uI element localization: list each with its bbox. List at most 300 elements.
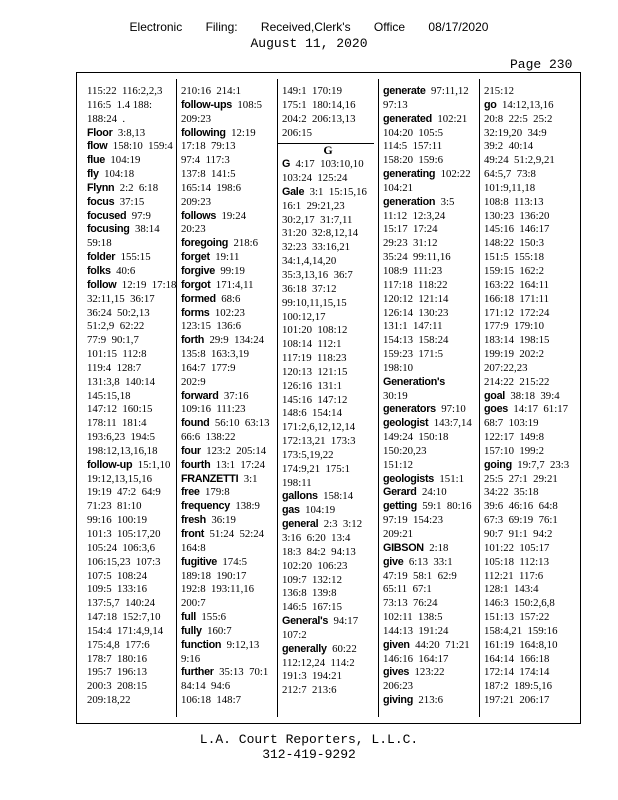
index-entry xyxy=(181,597,269,611)
index-word: forgot xyxy=(181,278,211,291)
index-entry xyxy=(181,85,269,99)
page-line-refs: 30:2,17 31:7,11 xyxy=(282,213,353,226)
page-line-refs: 207:22,23 xyxy=(484,361,528,374)
page-line-refs: 108:5 xyxy=(237,98,262,111)
index-entry xyxy=(383,583,472,597)
page-line-refs: 159:15 162:2 xyxy=(484,264,544,277)
page-line-refs: 15:17 17:24 xyxy=(383,223,438,236)
page-line-refs: 101:15 112:8 xyxy=(87,348,147,361)
index-entry xyxy=(87,611,176,625)
page-line-refs: 119:4 128:7 xyxy=(87,361,142,374)
index-entry xyxy=(282,574,374,588)
page-line-refs: 38:18 39:4 xyxy=(510,389,560,402)
index-entry xyxy=(181,403,269,417)
index-entry xyxy=(383,237,472,251)
index-entry xyxy=(383,445,472,459)
index-word: going xyxy=(484,458,512,471)
index-word: forward xyxy=(181,389,219,402)
page-line-refs: 138:9 xyxy=(235,500,260,513)
index-word: generating xyxy=(383,168,436,181)
page-line-refs: 34:22 35:18 xyxy=(484,486,539,499)
page-line-refs: 143:7,14 xyxy=(433,417,472,430)
index-entry xyxy=(383,127,472,141)
index-entry xyxy=(87,445,176,459)
page-line-refs: 122:17 149:8 xyxy=(484,431,544,444)
page-line-refs: 4:17 103:10,10 xyxy=(295,158,364,171)
page-line-refs: 195:7 196:13 xyxy=(87,666,147,679)
page-line-refs: 38:14 xyxy=(135,223,160,236)
index-entry xyxy=(87,431,176,445)
page-line-refs: 19:24 xyxy=(221,209,247,222)
index-entry xyxy=(282,227,374,241)
index-word: fugitive xyxy=(181,555,217,568)
index-entry xyxy=(181,154,269,168)
page-line-refs: 173:5,19,22 xyxy=(282,448,334,461)
page-line-refs: 209:23 xyxy=(181,112,211,125)
index-entry xyxy=(282,684,374,698)
page-line-refs: 146:3 150:2,6,8 xyxy=(484,597,555,610)
page-line-refs: 144:13 191:24 xyxy=(383,624,449,637)
page-line-refs: 102:21 xyxy=(437,112,468,125)
page-line-refs: 97:4 117:3 xyxy=(181,154,230,167)
index-word: fly xyxy=(87,168,99,181)
index-entry xyxy=(87,570,176,584)
index-word: follow-ups xyxy=(181,98,232,111)
page-line-refs: 206:15 xyxy=(282,126,312,139)
index-entry xyxy=(383,223,472,237)
index-entry xyxy=(484,694,569,708)
index-entry xyxy=(484,583,569,597)
page-line-refs: 32:19,20 34:9 xyxy=(484,126,547,139)
filing-word-4: Office xyxy=(373,20,406,34)
index-entry xyxy=(87,597,176,611)
index-entry xyxy=(87,154,176,168)
page-line-refs: 39:2 40:14 xyxy=(484,140,534,153)
index-entry xyxy=(383,514,472,528)
column-divider xyxy=(479,79,480,717)
index-word: generated xyxy=(383,112,432,125)
index-entry xyxy=(383,320,472,334)
index-entry xyxy=(87,127,176,141)
index-box xyxy=(76,72,581,724)
index-entry xyxy=(484,237,569,251)
index-entry xyxy=(181,182,269,196)
index-entry xyxy=(87,307,176,321)
index-word: FRANZETTI xyxy=(181,472,239,485)
index-word: generally xyxy=(282,642,327,655)
index-entry xyxy=(87,237,176,251)
page-line-refs: 60:22 xyxy=(332,642,357,655)
index-entry xyxy=(383,210,472,224)
index-entry xyxy=(484,500,569,514)
index-entry xyxy=(181,417,269,431)
index-entry xyxy=(282,601,374,615)
page-line-refs: 131:3,8 140:14 xyxy=(87,375,156,388)
page-line-refs: 172:14 174:14 xyxy=(484,666,550,679)
page-line-refs: 13:1 17:24 xyxy=(215,458,265,471)
index-entry xyxy=(484,653,569,667)
index-entry xyxy=(383,680,472,694)
page-line-refs: 9:12,13 xyxy=(226,638,260,651)
index-entry xyxy=(383,307,472,321)
page-line-refs: 165:14 198:6 xyxy=(181,181,241,194)
page-line-refs: 106:18 148:7 xyxy=(181,694,241,707)
page-line-refs: 65:11 67:1 xyxy=(383,583,432,596)
page-line-refs: 148:22 150:3 xyxy=(484,237,544,250)
index-entry xyxy=(282,449,374,463)
page-line-refs: 117:19 118:23 xyxy=(282,352,347,365)
page-line-refs: 200:7 xyxy=(181,597,206,610)
index-word: General's xyxy=(282,615,329,628)
page-line-refs: 109:16 111:23 xyxy=(181,403,246,416)
index-word: folder xyxy=(87,251,116,264)
page-line-refs: 192:8 193:11,16 xyxy=(181,583,255,596)
index-entry xyxy=(383,376,472,390)
page-line-refs: 3:16 6:20 13:4 xyxy=(282,532,351,544)
page-line-refs: 171:4,11 xyxy=(215,278,254,291)
index-entry xyxy=(87,279,176,293)
index-entry xyxy=(484,99,569,113)
page-line-refs: 20:8 22:5 25:2 xyxy=(484,112,553,125)
page-line-refs: 148:6 154:14 xyxy=(282,407,342,420)
index-entry xyxy=(181,445,269,459)
index-entry xyxy=(383,251,472,265)
index-word: forth xyxy=(181,334,205,347)
page-line-refs: 123:2 205:14 xyxy=(206,444,267,457)
index-entry xyxy=(181,223,269,237)
index-word: generators xyxy=(383,403,436,416)
index-column-4 xyxy=(383,85,472,708)
index-entry xyxy=(87,168,176,182)
page-line-refs: 44:20 71:21 xyxy=(415,638,470,651)
index-entry xyxy=(484,376,569,390)
index-entry xyxy=(282,518,374,532)
index-entry xyxy=(383,653,472,667)
page-line-refs: 102:23 xyxy=(214,306,245,319)
index-word: foregoing xyxy=(181,237,229,250)
page-line-refs: 97:10 xyxy=(441,403,466,416)
index-entry xyxy=(87,639,176,653)
page-line-refs: 19:12,13,15,16 xyxy=(87,472,153,485)
page-line-refs: 77:9 90:1,7 xyxy=(87,334,139,347)
page-line-refs: 30:19 xyxy=(383,389,408,402)
page-line-refs: 59:1 80:16 xyxy=(422,500,472,513)
index-word: focusing xyxy=(87,223,130,236)
index-entry xyxy=(383,694,472,708)
index-entry xyxy=(282,657,374,671)
index-entry xyxy=(87,140,176,154)
index-entry xyxy=(383,417,472,431)
index-entry xyxy=(282,158,374,172)
index-word: flue xyxy=(87,154,105,167)
index-entry xyxy=(282,407,374,421)
page-line-refs: 210:16 214:1 xyxy=(181,85,241,97)
page-line-refs: 3:1 xyxy=(243,472,258,485)
page-line-refs: 84:14 94:6 xyxy=(181,680,231,693)
index-entry xyxy=(87,583,176,597)
page-line-refs: 179:8 xyxy=(205,486,230,499)
page-line-refs: 97:11,12 xyxy=(431,85,469,97)
page-line-refs: 145:16 147:12 xyxy=(282,393,348,406)
index-entry xyxy=(282,490,374,504)
index-word: getting xyxy=(383,500,417,513)
index-entry xyxy=(484,639,569,653)
index-entry xyxy=(87,362,176,376)
index-word: formed xyxy=(181,292,216,305)
index-entry xyxy=(383,459,472,473)
index-entry xyxy=(282,615,374,629)
index-entry xyxy=(383,666,472,680)
index-entry xyxy=(383,500,472,514)
page-line-refs: 71:23 81:10 xyxy=(87,500,142,513)
index-entry xyxy=(383,528,472,542)
index-word: go xyxy=(484,98,497,111)
index-entry xyxy=(484,417,569,431)
page-line-refs: 155:6 xyxy=(201,611,226,624)
page-line-refs: 136:8 139:8 xyxy=(282,587,337,600)
page-line-refs: 130:23 136:20 xyxy=(484,209,550,222)
index-entry xyxy=(383,625,472,639)
page-line-refs: 126:16 131:1 xyxy=(282,379,342,392)
index-entry xyxy=(181,583,269,597)
page-line-refs: 35:3,13,16 36:7 xyxy=(282,268,353,281)
page-line-refs: 47:19 58:1 62:9 xyxy=(383,569,457,582)
filing-word-1: Electronic xyxy=(129,20,183,34)
page-line-refs: 191:3 194:21 xyxy=(282,670,342,683)
page-line-refs: 9:16 xyxy=(181,652,201,665)
page-line-refs: 116:5 1.4 188: xyxy=(87,98,152,111)
index-entry xyxy=(484,182,569,196)
page-line-refs: 151:5 155:18 xyxy=(484,251,544,264)
index-entry xyxy=(484,473,569,487)
page-line-refs: 105:24 106:3,6 xyxy=(87,541,156,554)
index-entry xyxy=(484,597,569,611)
page-line-refs: 25:5 27:1 29:21 xyxy=(484,472,558,485)
index-word: Gerard xyxy=(383,486,417,499)
page-line-refs: 3:5 xyxy=(440,195,455,208)
page-line-refs: 145:16 146:17 xyxy=(484,223,550,236)
page-line-refs: 164:14 166:18 xyxy=(484,652,550,665)
index-entry xyxy=(282,670,374,684)
page-line-refs: 188:24 . xyxy=(87,112,126,125)
index-entry xyxy=(181,514,269,528)
page-line-refs: 146:5 167:15 xyxy=(282,601,342,614)
page-line-refs: 2:18 xyxy=(429,541,449,554)
index-entry xyxy=(181,611,269,625)
index-entry xyxy=(484,680,569,694)
page-line-refs: 97:9 xyxy=(131,209,151,222)
index-entry xyxy=(282,421,374,435)
page-line-refs: 102:11 138:5 xyxy=(383,611,443,624)
page-line-refs: 2:2 6:18 xyxy=(119,181,159,194)
index-word: focused xyxy=(87,209,127,222)
index-entry xyxy=(282,214,374,228)
page-line-refs: 66:6 138:22 xyxy=(181,431,236,444)
index-entry xyxy=(181,694,269,708)
index-entry xyxy=(87,182,176,196)
index-entry xyxy=(484,85,569,99)
index-entry xyxy=(383,182,472,196)
index-word: Generation's xyxy=(383,375,445,388)
index-entry xyxy=(181,666,269,680)
page-line-refs: 16:1 29:21,23 xyxy=(282,199,345,212)
index-entry xyxy=(484,293,569,307)
page-line-refs: 123:22 xyxy=(414,666,445,679)
index-word: Gale xyxy=(282,185,305,198)
page-line-refs: 112:12,24 114:2 xyxy=(282,656,355,669)
page-line-refs: 101:9,11,18 xyxy=(484,181,536,194)
index-entry xyxy=(383,154,472,168)
index-entry xyxy=(87,403,176,417)
page-line-refs: 159:23 171:5 xyxy=(383,348,443,361)
document-date: August 11, 2020 xyxy=(250,36,368,51)
page-line-refs: 67:3 69:19 76:1 xyxy=(484,514,558,527)
page-line-refs: 36:24 50:2,13 xyxy=(87,306,150,319)
index-entry xyxy=(87,390,176,404)
index-entry xyxy=(87,528,176,542)
index-entry xyxy=(484,390,569,404)
page-line-refs: 178:7 180:16 xyxy=(87,652,147,665)
index-word: general xyxy=(282,518,319,531)
index-entry xyxy=(181,528,269,542)
page-line-refs: 149:24 150:18 xyxy=(383,431,449,444)
page-line-refs: 175:4,8 177:6 xyxy=(87,638,150,651)
index-entry xyxy=(181,362,269,376)
index-entry xyxy=(383,597,472,611)
index-entry xyxy=(383,168,472,182)
page-line-refs: 97:19 154:23 xyxy=(383,514,443,527)
index-word: full xyxy=(181,611,196,624)
index-word: generate xyxy=(383,85,426,97)
index-entry xyxy=(484,113,569,127)
index-entry xyxy=(484,403,569,417)
index-entry xyxy=(484,210,569,224)
index-entry xyxy=(282,477,374,491)
index-entry xyxy=(87,334,176,348)
index-column-2 xyxy=(181,85,269,708)
index-entry xyxy=(181,390,269,404)
index-entry xyxy=(181,251,269,265)
index-entry xyxy=(87,653,176,667)
index-word: flow xyxy=(87,140,108,153)
page-line-refs: 157:10 199:2 xyxy=(484,444,544,457)
page-line-refs: 108:8 113:13 xyxy=(484,195,544,208)
index-entry xyxy=(383,639,472,653)
index-entry xyxy=(484,542,569,556)
index-word: forget xyxy=(181,251,210,264)
filing-word-3: Received,Clerk's xyxy=(260,20,351,34)
index-entry xyxy=(383,403,472,417)
footer-phone: 312-419-9292 xyxy=(262,747,356,762)
index-entry xyxy=(282,85,374,99)
index-entry xyxy=(383,85,472,99)
index-entry xyxy=(282,113,374,127)
index-entry xyxy=(383,570,472,584)
page-line-refs: 3:1 15:15,16 xyxy=(309,185,367,198)
page-line-refs: 174:5 xyxy=(222,555,247,568)
page-line-refs: 99:10,11,15,15 xyxy=(282,296,347,309)
page-line-refs: 120:13 121:15 xyxy=(282,365,348,378)
column-divider xyxy=(277,79,278,717)
index-entry xyxy=(282,463,374,477)
index-entry xyxy=(484,279,569,293)
page-line-refs: 101:20 108:12 xyxy=(282,324,348,337)
page-line-refs: 100:12,17 xyxy=(282,310,326,323)
index-word: free xyxy=(181,486,200,499)
index-entry xyxy=(484,196,569,210)
page-line-refs: 19:11 xyxy=(215,251,240,264)
index-word: Floor xyxy=(87,126,113,139)
index-column-1 xyxy=(87,85,176,708)
page-line-refs: 177:9 179:10 xyxy=(484,320,544,333)
index-entry xyxy=(383,99,472,113)
index-entry xyxy=(484,459,569,473)
page-line-refs: 154:4 171:4,9,14 xyxy=(87,624,164,637)
page-line-refs: 209:18,22 xyxy=(87,694,131,707)
page-line-refs: 68:6 xyxy=(221,292,241,305)
index-entry xyxy=(484,611,569,625)
page-line-refs: 101:3 105:17,20 xyxy=(87,528,161,540)
index-entry xyxy=(181,307,269,321)
index-entry xyxy=(282,324,374,338)
index-entry xyxy=(87,113,176,127)
index-entry xyxy=(282,186,374,200)
page-line-refs: 204:2 206:13,13 xyxy=(282,112,356,125)
index-entry xyxy=(282,127,374,141)
index-entry xyxy=(484,154,569,168)
index-entry xyxy=(383,293,472,307)
index-entry xyxy=(87,500,176,514)
index-word: given xyxy=(383,638,410,651)
index-entry xyxy=(181,639,269,653)
page-line-refs: 24:10 xyxy=(422,486,447,499)
index-entry xyxy=(87,556,176,570)
index-word: forgive xyxy=(181,264,215,277)
index-entry xyxy=(87,542,176,556)
index-entry xyxy=(87,348,176,362)
page-line-refs: 104:21 xyxy=(383,181,413,194)
index-word: forms xyxy=(181,306,210,319)
index-entry xyxy=(87,196,176,210)
index-word: follow-up xyxy=(87,458,133,471)
index-entry xyxy=(181,320,269,334)
index-word: folks xyxy=(87,264,111,277)
page-line-refs: 137:8 141:5 xyxy=(181,168,236,181)
index-entry xyxy=(282,283,374,297)
index-entry xyxy=(87,417,176,431)
page-number: Page 230 xyxy=(510,57,573,72)
index-word: gives xyxy=(383,666,410,679)
page-line-refs: 151:12 xyxy=(383,458,413,471)
page-line-refs: 108:9 111:23 xyxy=(383,264,443,277)
index-entry xyxy=(181,556,269,570)
index-entry xyxy=(181,265,269,279)
index-entry xyxy=(383,334,472,348)
page-line-refs: 36:19 xyxy=(211,514,236,527)
index-entry xyxy=(484,223,569,237)
index-word: goal xyxy=(484,389,505,402)
page-line-refs: 20:23 xyxy=(181,223,206,236)
page-line-refs: 158:4,21 159:16 xyxy=(484,624,558,637)
page-line-refs: 31:20 32:8,12,14 xyxy=(282,227,359,240)
footer-company: L.A. Court Reporters, L.L.C. xyxy=(199,732,419,747)
page-line-refs: 90:7 91:1 94:2 xyxy=(484,528,553,540)
index-entry xyxy=(87,486,176,500)
page-line-refs: 112:21 117:6 xyxy=(484,569,544,582)
page-line-refs: 99:19 xyxy=(220,264,245,277)
index-entry xyxy=(181,237,269,251)
page-line-refs: 161:19 164:8,10 xyxy=(484,638,558,651)
